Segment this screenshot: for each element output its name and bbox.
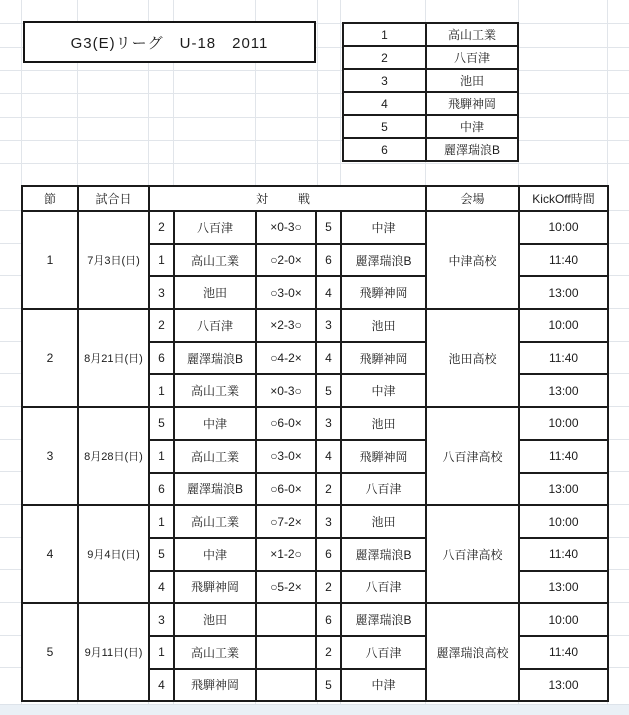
right-team-number: 3 [316,309,341,342]
right-team-name: 中津 [341,211,426,244]
kickoff-time: 13:00 [519,276,608,309]
left-team-number: 1 [149,440,174,473]
match-score [256,603,316,636]
team-name: 池田 [426,69,518,92]
right-team-name: 飛騨神岡 [341,276,426,309]
right-team-number: 3 [316,407,341,440]
team-row [343,115,518,138]
match-score: ×0-3○ [256,374,316,407]
left-team-name: 池田 [174,276,256,309]
left-team-name: 飛騨神岡 [174,571,256,604]
round-number: 5 [22,603,78,701]
round-number: 3 [22,407,78,505]
team-row [343,92,518,115]
match-date: 9月4日(日) [78,505,149,603]
left-team-number: 1 [149,374,174,407]
right-team-number: 2 [316,473,341,506]
col-venue-header: 会場 [426,186,519,211]
match-score: ○5-2× [256,571,316,604]
match-row [22,505,608,538]
team-row [343,23,518,46]
right-team-number: 6 [316,603,341,636]
kickoff-time: 13:00 [519,571,608,604]
right-team-name: 池田 [341,505,426,538]
right-team-number: 5 [316,211,341,244]
league-title-box [23,21,316,63]
right-team-number: 6 [316,244,341,277]
left-team-name: 麗澤瑞浪B [174,473,256,506]
left-team-name: 池田 [174,603,256,636]
match-row [22,309,608,342]
match-score: ○6-0× [256,407,316,440]
team-name: 飛騨神岡 [426,92,518,115]
team-number: 3 [343,69,426,92]
left-team-name: 中津 [174,538,256,571]
right-team-name: 麗澤瑞浪B [341,244,426,277]
team-list-table [342,22,519,162]
col-kickoff-header: KickOff時間 [519,186,608,211]
kickoff-time: 10:00 [519,505,608,538]
match-date: 8月21日(日) [78,309,149,407]
right-team-number: 4 [316,440,341,473]
right-team-number: 4 [316,342,341,375]
right-team-name: 池田 [341,309,426,342]
team-number: 6 [343,138,426,161]
team-name: 麗澤瑞浪B [426,138,518,161]
left-team-name: 八百津 [174,211,256,244]
match-row [22,407,608,440]
venue: 八百津高校 [426,505,519,603]
gridline [0,163,629,164]
round-number: 1 [22,211,78,309]
right-team-name: 池田 [341,407,426,440]
left-team-number: 4 [149,669,174,702]
right-team-number: 5 [316,669,341,702]
match-score [256,669,316,702]
left-team-name: 高山工業 [174,374,256,407]
team-name: 八百津 [426,46,518,69]
match-score: ×1-2○ [256,538,316,571]
schedule-header-row [22,186,608,211]
round-number: 2 [22,309,78,407]
kickoff-time: 11:40 [519,342,608,375]
match-score: ×0-3○ [256,211,316,244]
kickoff-time: 11:40 [519,440,608,473]
kickoff-time: 11:40 [519,636,608,669]
left-team-name: 麗澤瑞浪B [174,342,256,375]
match-score: ○2-0× [256,244,316,277]
kickoff-time: 11:40 [519,538,608,571]
match-score: ○6-0× [256,473,316,506]
kickoff-time: 10:00 [519,407,608,440]
left-team-name: 飛騨神岡 [174,669,256,702]
kickoff-time: 10:00 [519,211,608,244]
left-team-number: 4 [149,571,174,604]
team-number: 4 [343,92,426,115]
venue: 八百津高校 [426,407,519,505]
gridline [0,117,629,118]
match-score: ×2-3○ [256,309,316,342]
kickoff-time: 10:00 [519,309,608,342]
gridline [0,70,629,71]
left-team-number: 1 [149,505,174,538]
team-name: 高山工業 [426,23,518,46]
right-team-name: 中津 [341,374,426,407]
match-score: ○7-2× [256,505,316,538]
kickoff-time: 13:00 [519,473,608,506]
right-team-number: 2 [316,571,341,604]
col-round-header: 節 [22,186,78,211]
team-number: 5 [343,115,426,138]
kickoff-time: 11:40 [519,244,608,277]
left-team-number: 5 [149,407,174,440]
left-team-number: 6 [149,473,174,506]
right-team-name: 八百津 [341,571,426,604]
left-team-name: 高山工業 [174,440,256,473]
left-team-name: 中津 [174,407,256,440]
right-team-name: 中津 [341,669,426,702]
left-team-number: 6 [149,342,174,375]
left-team-number: 3 [149,276,174,309]
left-team-name: 八百津 [174,309,256,342]
col-date-header: 試合日 [78,186,149,211]
right-team-name: 八百津 [341,473,426,506]
match-score [256,636,316,669]
kickoff-time: 13:00 [519,669,608,702]
match-row [22,603,608,636]
team-row [343,46,518,69]
match-date: 8月28日(日) [78,407,149,505]
match-date: 7月3日(日) [78,211,149,309]
left-team-name: 高山工業 [174,244,256,277]
schedule-table [21,185,609,702]
kickoff-time: 10:00 [519,603,608,636]
col-match-header: 対 戦 [149,186,426,211]
left-team-number: 2 [149,309,174,342]
team-number: 1 [343,23,426,46]
gridline [0,140,629,141]
right-team-name: 麗澤瑞浪B [341,603,426,636]
right-team-number: 6 [316,538,341,571]
team-name: 中津 [426,115,518,138]
bottom-band [0,704,629,715]
left-team-number: 5 [149,538,174,571]
right-team-name: 飛騨神岡 [341,342,426,375]
gridline [0,93,629,94]
left-team-number: 3 [149,603,174,636]
team-row [343,69,518,92]
right-team-number: 4 [316,276,341,309]
team-row [343,138,518,161]
team-number: 2 [343,46,426,69]
venue: 池田高校 [426,309,519,407]
league-title: G3(E)リーグ U-18 2011 [70,34,269,52]
round-number: 4 [22,505,78,603]
venue: 中津高校 [426,211,519,309]
match-score: ○3-0× [256,276,316,309]
right-team-name: 麗澤瑞浪B [341,538,426,571]
left-team-number: 1 [149,636,174,669]
match-score: ○4-2× [256,342,316,375]
right-team-name: 八百津 [341,636,426,669]
right-team-number: 2 [316,636,341,669]
kickoff-time: 13:00 [519,374,608,407]
match-date: 9月11日(日) [78,603,149,701]
match-row [22,211,608,244]
left-team-number: 2 [149,211,174,244]
venue: 麗澤瑞浪高校 [426,603,519,701]
match-score: ○3-0× [256,440,316,473]
left-team-number: 1 [149,244,174,277]
right-team-number: 3 [316,505,341,538]
left-team-name: 高山工業 [174,636,256,669]
right-team-number: 5 [316,374,341,407]
left-team-name: 高山工業 [174,505,256,538]
right-team-name: 飛騨神岡 [341,440,426,473]
